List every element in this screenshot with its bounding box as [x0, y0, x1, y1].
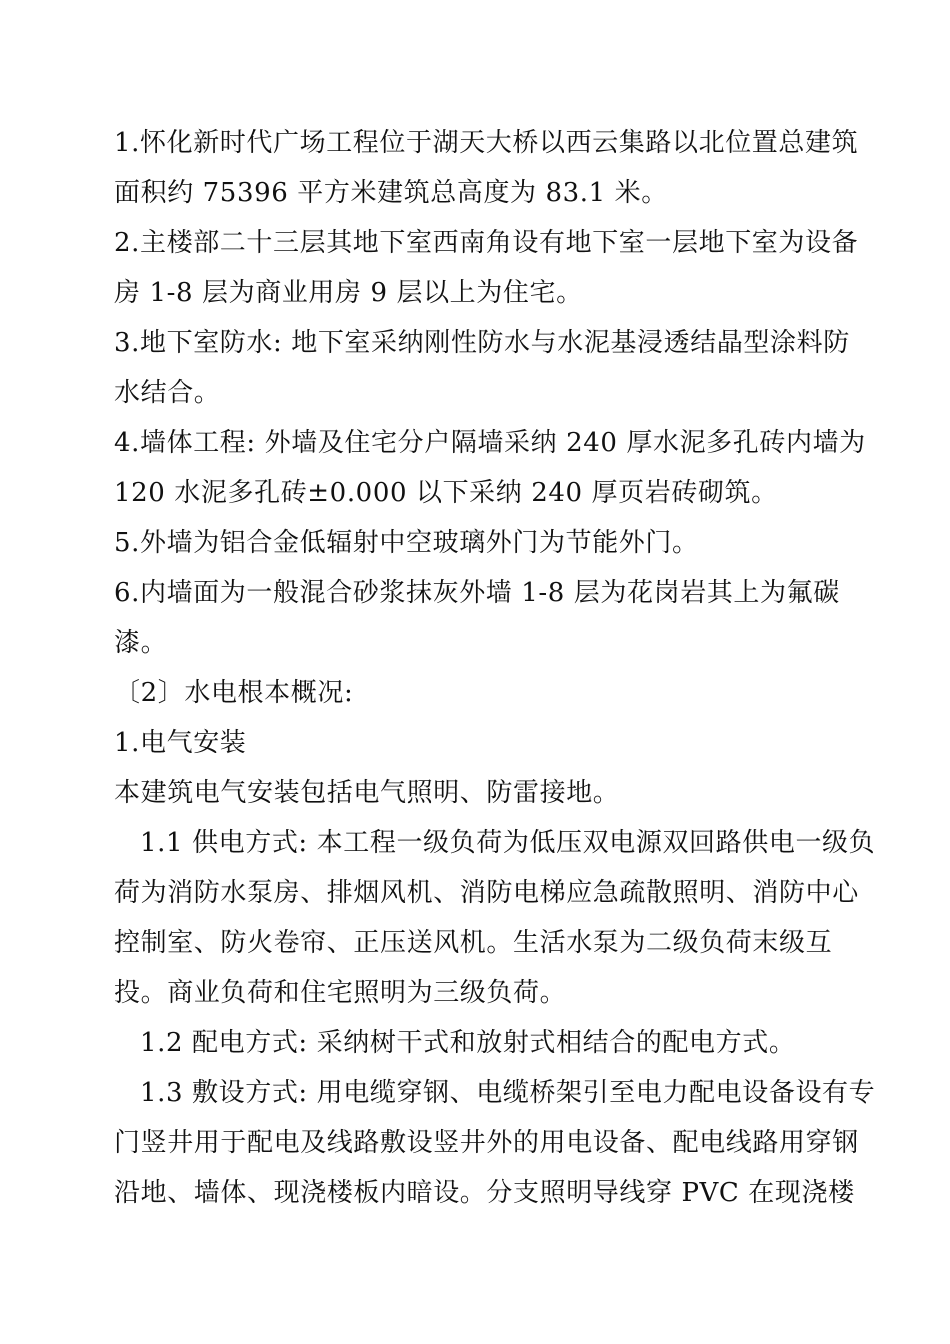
section-heading: 〔2〕水电根本概况: [114, 678, 354, 708]
text-line: 水结合。 [114, 378, 221, 408]
text-line: 门竖井用于配电及线路敷设竖井外的用电设备、配电线路用穿钢 [114, 1128, 859, 1158]
text-line: 1.1 供电方式: 本工程一级负荷为低压双电源双回路供电一级负 [140, 828, 876, 858]
text-line: 面积约 75396 平方米建筑总高度为 83.1 米。 [114, 178, 668, 208]
text-line: 4.墙体工程: 外墙及住宅分户隔墙采纳 240 厚水泥多孔砖内墙为 [114, 428, 866, 458]
text-line: 本建筑电气安装包括电气照明、防雷接地。 [114, 778, 620, 808]
text-line: 1.3 敷设方式: 用电缆穿钢、电缆桥架引至电力配电设备设有专 [140, 1078, 876, 1108]
text-line: 房 1-8 层为商业用房 9 层以上为住宅。 [114, 278, 583, 308]
text-line: 投。商业负荷和住宅照明为三级负荷。 [114, 978, 567, 1008]
subsection-heading: 1.电气安装 [114, 728, 247, 758]
text-line: 漆。 [114, 628, 168, 658]
text-line: 120 水泥多孔砖±0.000 以下采纳 240 厚页岩砖砌筑。 [114, 478, 778, 508]
text-line: 5.外墙为铝合金低辐射中空玻璃外门为节能外门。 [114, 528, 699, 558]
text-line: 沿地、墙体、现浇楼板内暗设。分支照明导线穿 PVC 在现浇楼 [114, 1178, 855, 1208]
text-line: 6.内墙面为一般混合砂浆抹灰外墙 1-8 层为花岗岩其上为氟碳 [114, 578, 840, 608]
text-line: 1.怀化新时代广场工程位于湖天大桥以西云集路以北位置总建筑 [114, 128, 859, 158]
text-line: 荷为消防水泵房、排烟风机、消防电梯应急疏散照明、消防中心 [114, 878, 859, 908]
text-line: 3.地下室防水: 地下室采纳刚性防水与水泥基浸透结晶型涂料防 [114, 328, 850, 358]
text-line: 控制室、防火卷帘、正压送风机。生活水泵为二级负荷末级互 [114, 928, 833, 958]
text-line: 2.主楼部二十三层其地下室西南角设有地下室一层地下室为设备 [114, 228, 859, 258]
text-line: 1.2 配电方式: 采纳树干式和放射式相结合的配电方式。 [140, 1028, 796, 1058]
